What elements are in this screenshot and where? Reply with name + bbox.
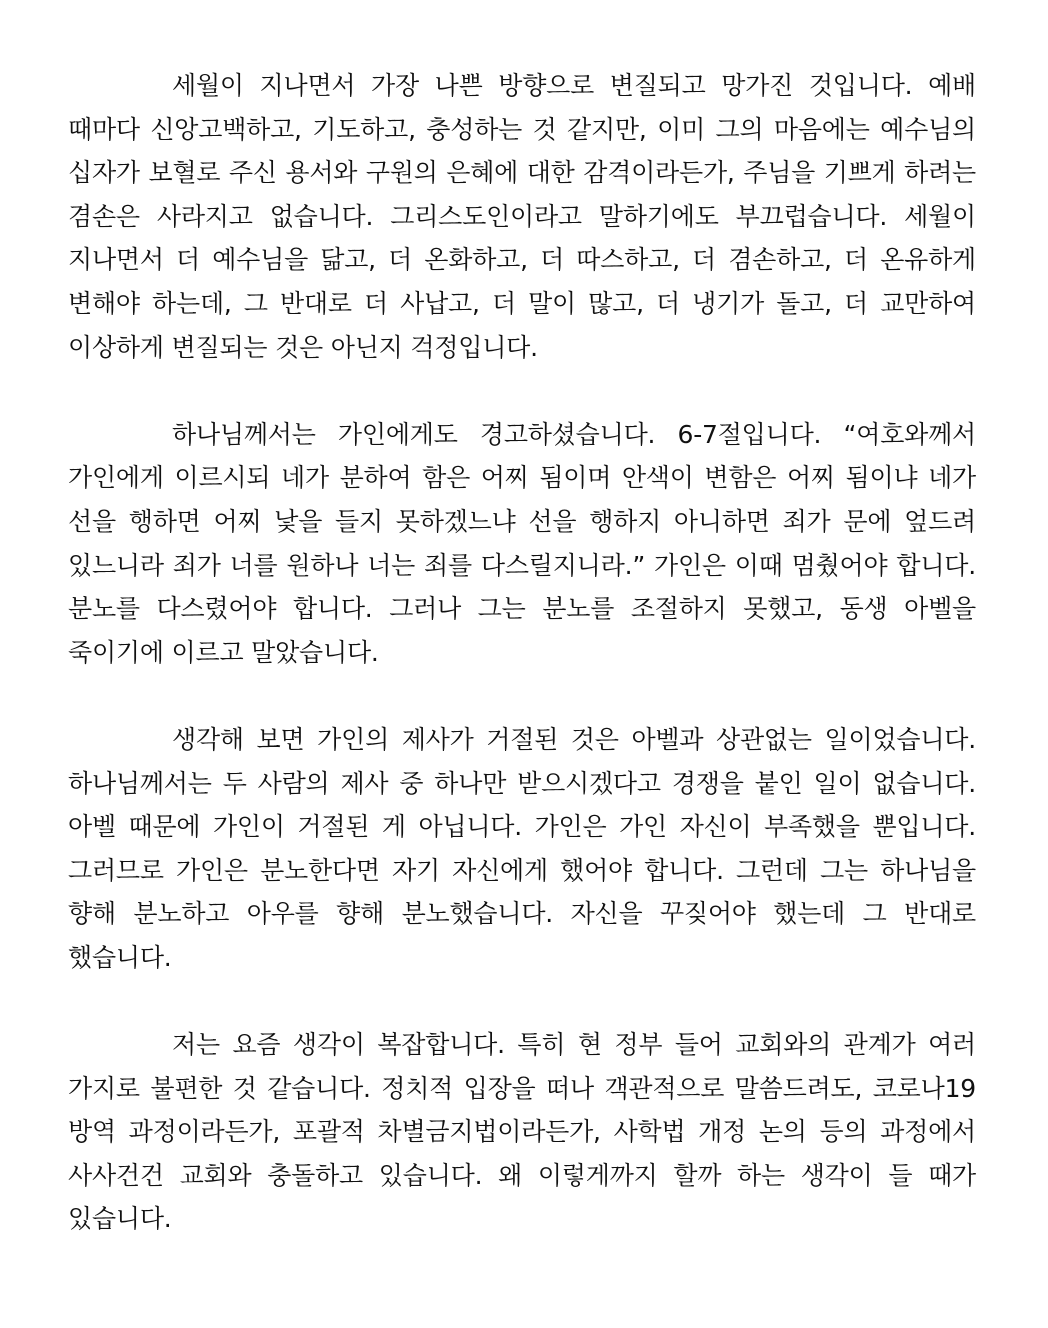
paragraph-1: 세월이 지나면서 가장 나쁜 방향으로 변질되고 망가진 것입니다. 예배 때마다 신앙고백하고, 기도하고, 충성하는 것 같지만, 이미 그의 마음에는 예수님의 십자가 보혈로 주신 용서와 구원의 은혜에 대한 감격이라든가, 주님을 기쁘게 하려는 겸손은 사라지고 없습니다. 그리스도인이라고 말하기에도 부끄럽습니다. 세월이 지나면서 더 예수님을 닮고, 더 온화하고, 더 따스하고, 더 겸손하고, 더 온유하게 변해야 하는데, 그 반대로 더 사납고, 더 말이 많고, 더 냉기가 돌고, 더 교만하여 이상하게 변질되는 것은 아닌지 걱정입니다. [68, 71, 976, 362]
paragraph-4: 저는 요즘 생각이 복잡합니다. 특히 현 정부 들어 교회와의 관계가 여러 가지로 불편한 것 같습니다. 정치적 입장을 떠나 객관적으로 말씀드려도, 코로나19 방역 과정이라든가, 포괄적 차별금지법이라든가, 사학법 개정 논의 등의 과정에서 사사건건 교회와 충돌하고 있습니다. 왜 이렇게까지 할까 하는 생각이 들 때가 있습니다. [68, 1030, 976, 1234]
paragraph-2: 하나님께서는 가인에게도 경고하셨습니다. 6-7절입니다. “여호와께서 가인에게 이르시되 네가 분하여 함은 어찌 됨이며 안색이 변함은 어찌 됨이냐 네가 선을 행하면 어찌 낯을 들지 못하겠느냐 선을 행하지 아니하면 죄가 문에 엎드려 있느니라 죄가 너를 원하나 너는 죄를 다스릴지니라.” 가인은 이때 멈췄어야 합니다. 분노를 다스렸어야 합니다. 그러나 그는 분노를 조절하지 못했고, 동생 아벨을 죽이기에 이르고 말았습니다. [68, 419, 976, 667]
paragraph-3: 생각해 보면 가인의 제사가 거절된 것은 아벨과 상관없는 일이었습니다. 하나님께서는 두 사람의 제사 중 하나만 받으시겠다고 경쟁을 붙인 일이 없습니다. 아벨 때문에 가인이 거절된 게 아닙니다. 가인은 가인 자신이 부족했을 뿐입니다. 그러므로 가인은 분노한다면 자기 자신에게 했어야 합니다. 그런데 그는 하나님을 향해 분노하고 아우를 향해 분노했습니다. 자신을 꾸짖어야 했는데 그 반대로 했습니다. [68, 724, 976, 972]
document-page [68, 64, 976, 1241]
